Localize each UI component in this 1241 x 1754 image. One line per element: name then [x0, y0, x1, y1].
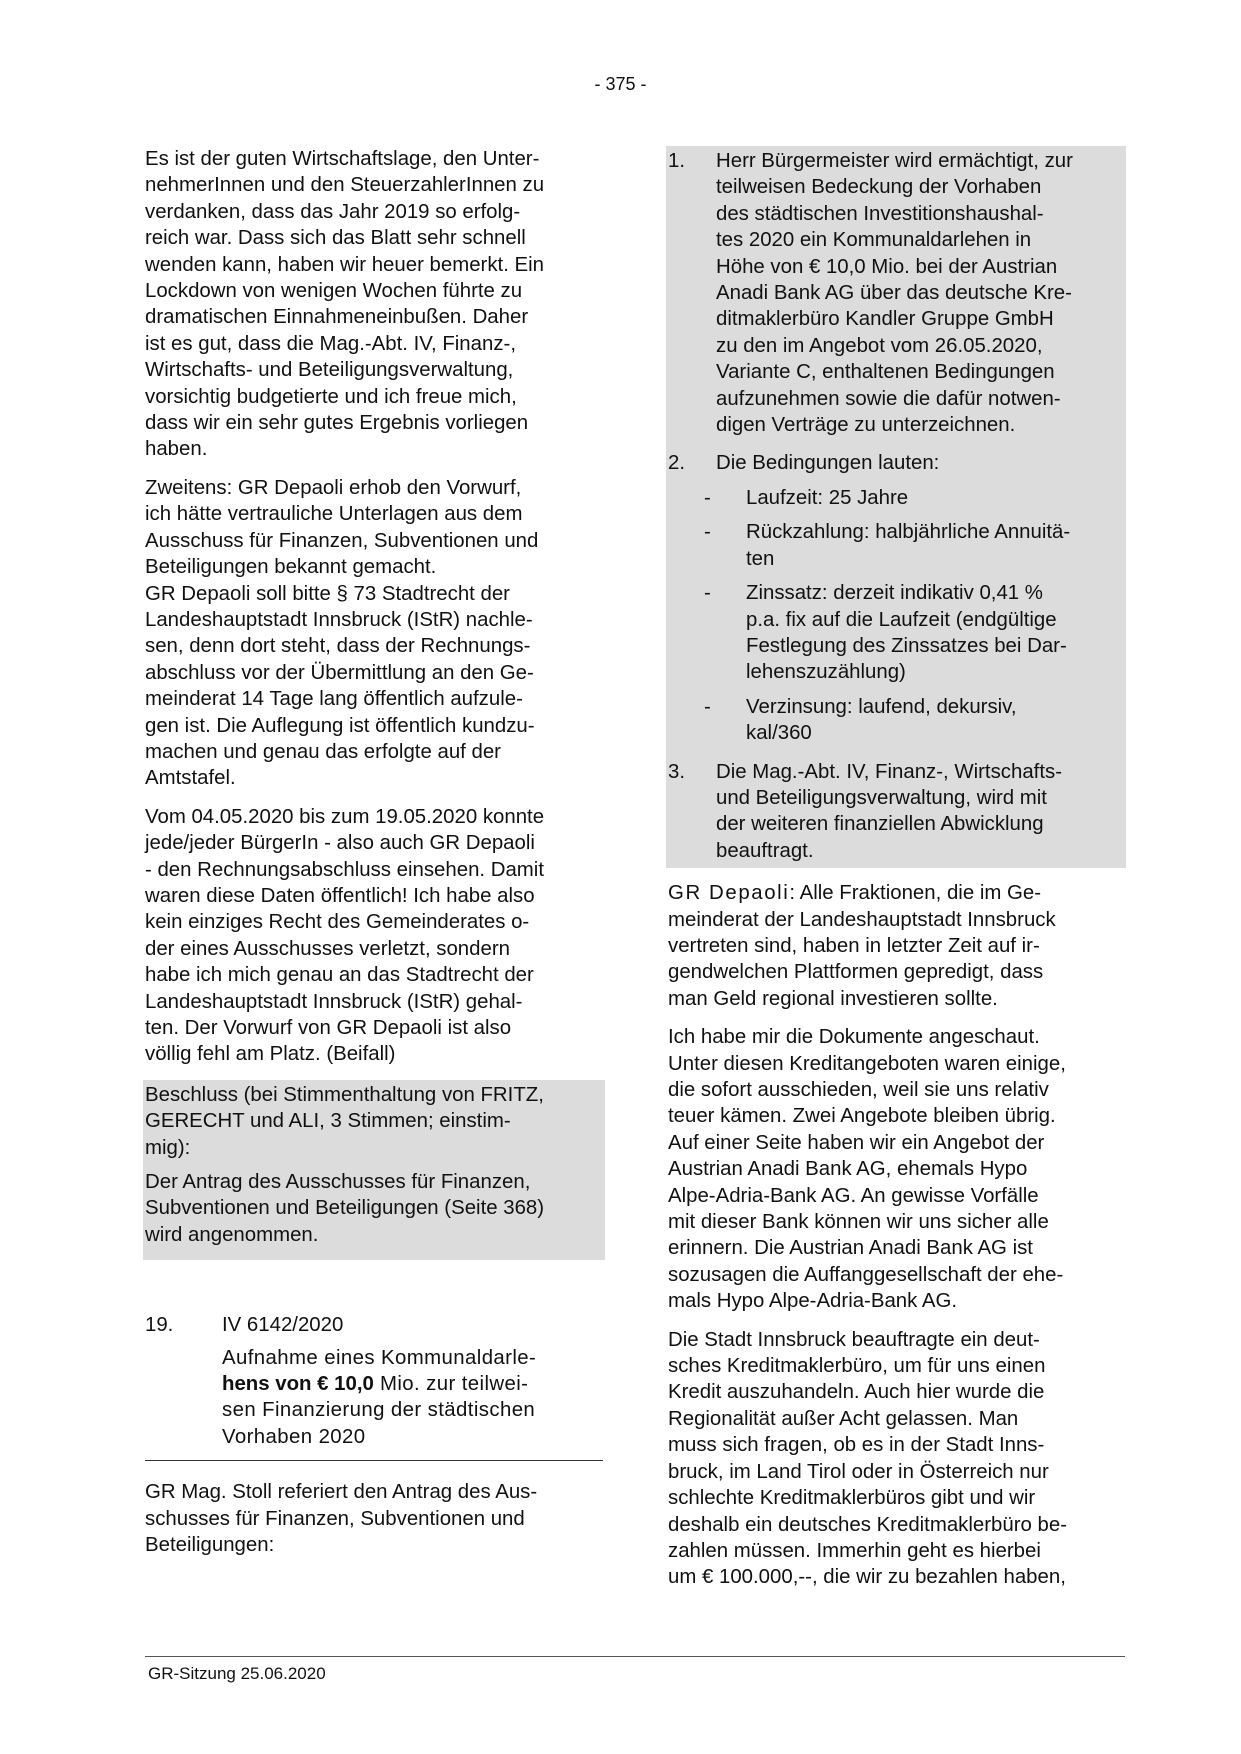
left-paragraph-2 [145, 475, 603, 792]
right-paragraph-1: GR Depaoli: Alle Fraktionen, die im Ge- meinderat der Landeshauptstadt Innsbruck vertreten sind, haben in letzter Zeit auf ir- gendwelchen Plattformen gepredigt, dass man Geld regional investieren sollte. [668, 880, 1128, 1012]
text-line: Beteiligungen: [145, 1534, 275, 1557]
agenda-divider [145, 1460, 603, 1461]
text-line: ten [746, 547, 775, 570]
condition-repayment: - Rückzahlung: halbjährliche Annuitä- ten [704, 519, 1122, 572]
resolution-box [143, 1080, 605, 1260]
text-line: haben. [145, 438, 208, 461]
text-line: wird angenommen. [145, 1223, 319, 1246]
text-line: GERECHT und ALI, 3 Stimmen; einstim- [145, 1110, 511, 1133]
text-line: ten. Der Vorwurf von GR Depaoli ist also [145, 1017, 512, 1039]
motion-box [666, 146, 1126, 868]
footer-text: GR-Sitzung 25.06.2020 [148, 1664, 326, 1683]
text-line: p.a. fix auf die Laufzeit (endgültige [746, 608, 1057, 631]
resolution-text [145, 1169, 601, 1248]
text-line: reich war. Dass sich das Blatt sehr schnell [145, 227, 526, 250]
resolution-header [145, 1082, 601, 1161]
text-line: ist es gut, dass die Mag.-Abt. IV, Finanz-, [145, 332, 516, 355]
text-line: Der Antrag des Ausschusses für Finanzen, [145, 1171, 531, 1194]
text-line: jede/jeder BürgerIn - also auch GR Depaoli [145, 832, 535, 855]
text-line: Festlegung des Zinssatzes bei Dar- [746, 634, 1067, 657]
text-line: mals Hypo Alpe-Adria-Bank AG. [668, 1290, 957, 1313]
text-line: teilweisen Bedeckung der Vorhaben [716, 176, 1042, 199]
agenda-title-amount: hens von € 10,0 [222, 1373, 374, 1396]
text-line: wenden kann, haben wir heuer bemerkt. Ein [145, 253, 544, 276]
text-line: Beteiligungen bekannt gemacht. [145, 556, 437, 579]
text-line: meinderat der Landeshauptstadt Innsbruck [668, 908, 1056, 931]
text-line: dramatischen Einnahmeneinbußen. Daher [145, 306, 529, 329]
text-line: aufzunehmen sowie die dafür notwen- [716, 387, 1061, 410]
text-line: zahlen müssen. Immerhin geht es hierbei [668, 1539, 1041, 1562]
text-line: kein einziges Recht des Gemeinderates o- [145, 911, 530, 934]
text-line: man Geld regional investieren sollte. [668, 987, 998, 1010]
text-line: der weiteren finanziellen Abwicklung [716, 813, 1044, 836]
text-line: Amtstafel. [145, 767, 236, 790]
text-line: teuer kämen. Zwei Angebote bleiben übrig. [668, 1105, 1056, 1128]
text-line: mig): [145, 1136, 191, 1159]
text-line: Zinssatz: derzeit indikativ 0,41 % [746, 582, 1043, 605]
text-line: lehenszuzählung) [746, 661, 906, 684]
text-line: und Beteiligungsverwaltung, wird mit [716, 786, 1047, 809]
text-line: völlig fehl am Platz. (Beifall) [145, 1043, 396, 1066]
text-line: dass wir ein sehr gutes Ergebnis vorliegen [145, 412, 529, 435]
left-paragraph-3 [145, 804, 603, 1068]
text-line: Herr Bürgermeister wird ermächtigt, zur [716, 150, 1073, 172]
text-line: die sofort ausschieden, weil sie uns relativ [668, 1079, 1049, 1101]
page-number: - 375 - [594, 74, 647, 94]
motion-item-2: 2. Die Bedingungen lauten: - Laufzeit: 25 Jahre - Rückzahlung: halbjährliche Annuitä- ten - Zinssatz: derzeit indikativ 0,41 % p.a. fix auf die Laufzeit (endgültige Festlegung des Zinssatzes bei Dar- lehenszuzählung) - Verzinsung: laufend, dekursiv, kal/360 [668, 450, 1122, 746]
text-line: Wirtschafts- und Beteiligungsverwaltung, [145, 359, 514, 382]
text-line: Verzinsung: laufend, dekursiv, [746, 695, 1017, 718]
text-line: gendwelchen Plattformen gepredigt, dass [668, 961, 1044, 984]
text-line: ich hätte vertrauliche Unterlagen aus dem [145, 503, 523, 526]
text-line: Lockdown von wenigen Wochen führte zu [145, 280, 523, 303]
text-line: machen und genau das erfolgte auf der [145, 740, 501, 763]
text-line: bruck, im Land Tirol oder in Österreich nur [668, 1460, 1049, 1483]
text-line: sen, denn dort steht, dass der Rechnungs- [145, 635, 531, 658]
text-line: schlechte Kreditmaklerbüros gibt und wir [668, 1487, 1036, 1510]
agenda-title: Aufnahme eines Kommunaldarle- hens von € 10,0 Mio. zur teilwei- sen Finanzierung der städtischen Vorhaben 2020 [222, 1346, 537, 1448]
text-line: Laufzeit: 25 Jahre [746, 486, 909, 509]
text-line: digen Verträge zu unterzeichnen. [716, 414, 1016, 437]
agenda-reference: IV 6142/2020 [222, 1314, 344, 1337]
text-line: kal/360 [746, 722, 812, 745]
text-line: der eines Ausschusses verletzt, sondern [145, 937, 510, 960]
text-line: ditmaklerbüro Kandler Gruppe GmbH [716, 308, 1054, 331]
text-line: deshalb ein deutsches Kreditmaklerbüro be- [668, 1513, 1067, 1536]
condition-term: - Laufzeit: 25 Jahre [704, 485, 1122, 511]
text-line: Höhe von € 10,0 Mio. bei der Austrian [716, 255, 1058, 278]
condition-interest-calc: - Verzinsung: laufend, dekursiv, kal/360 [704, 694, 1122, 747]
text-line: Ausschuss für Finanzen, Subventionen und [145, 529, 539, 552]
footer-divider [145, 1656, 1125, 1657]
text-line: meinderat 14 Tage lang öffentlich aufzule- [145, 688, 523, 711]
right-paragraph-2 [668, 1024, 1128, 1314]
agenda-item [145, 1312, 603, 1461]
text-line: waren diese Daten öffentlich! Ich habe also [145, 884, 535, 907]
text-line: nehmerInnen und den SteuerzahlerInnen zu [145, 174, 545, 197]
text-line: Beschluss (bei Stimmenthaltung von FRITZ, [145, 1083, 544, 1106]
left-paragraph-4 [145, 1479, 603, 1558]
text-line: Alpe-Adria-Bank AG. An gewisse Vorfälle [668, 1184, 1039, 1207]
text-line: vertreten sind, haben in letzter Zeit auf ir- [668, 934, 1040, 957]
text-line: Die Stadt Innsbruck beauftragte ein deut- [668, 1328, 1040, 1351]
text-line: Subventionen und Beteiligungen (Seite 368) [145, 1197, 545, 1220]
text-line: des städtischen Investitionshaushal- [716, 202, 1044, 225]
text-line: Kredit auszuhandeln. Auch hier wurde die [668, 1381, 1045, 1404]
text-line: sozusagen die Auffanggesellschaft der ehe- [668, 1263, 1064, 1286]
text-line: erinnern. Die Austrian Anadi Bank AG ist [668, 1237, 1033, 1260]
text-line: Die Mag.-Abt. IV, Finanz-, Wirtschafts- [716, 760, 1062, 783]
text-line: Zweitens: GR Depaoli erhob den Vorwurf, [145, 476, 522, 499]
text-line: Auf einer Seite haben wir ein Angebot der [668, 1131, 1045, 1154]
agenda-number: 19. [145, 1314, 174, 1337]
text-line: Rückzahlung: halbjährliche Annuitä- [746, 521, 1071, 544]
text-line: GR Depaoli soll bitte § 73 Stadtrecht der [145, 582, 510, 605]
text-line: beauftragt. [716, 839, 814, 862]
text-line: verdanken, dass das Jahr 2019 so erfolg- [145, 200, 521, 223]
right-paragraph-3 [668, 1327, 1128, 1591]
text-line: Es ist der guten Wirtschaftslage, den Unter- [145, 148, 540, 170]
text-line: Vom 04.05.2020 bis zum 19.05.2020 konnte [145, 805, 545, 828]
right-column [668, 146, 1128, 1603]
text-line: vorsichtig budgetierte und ich freue mich, [145, 385, 517, 408]
condition-interest-rate: - Zinssatz: derzeit indikativ 0,41 % p.a. fix auf die Laufzeit (endgültige Festlegung des Zinssatzes bei Dar- lehenszuzählung) [704, 580, 1122, 686]
text-line: Anadi Bank AG über das deutsche Kre- [716, 282, 1072, 305]
text-line: um € 100.000,--, die wir zu bezahlen haben, [668, 1566, 1066, 1589]
text-line: mit dieser Bank können wir uns sicher alle [668, 1211, 1049, 1234]
text-line: GR Mag. Stoll referiert den Antrag des Aus- [145, 1481, 538, 1504]
text-line: muss sich fragen, ob es in der Stadt Inns- [668, 1434, 1045, 1457]
text-line: Variante C, enthaltenen Bedingungen [716, 361, 1055, 384]
text-line: habe ich mich genau an das Stadtrecht der [145, 964, 534, 987]
text-line: Regionalität außer Acht gelassen. Man [668, 1407, 1019, 1430]
text-line: sches Kreditmaklerbüro, um für uns einen [668, 1355, 1046, 1378]
speaker-name: GR Depaoli [668, 882, 790, 905]
text-line: tes 2020 ein Kommunaldarlehen in [716, 229, 1032, 252]
text-line: Austrian Anadi Bank AG, ehemals Hypo [668, 1158, 1028, 1181]
motion-item-1: 1. Herr Bürgermeister wird ermächtigt, zur teilweisen Bedeckung der Vorhaben des städtischen Investitionshaushal- tes 2020 ein Kommunaldarlehen in Höhe von € 10,0 Mio. bei der Austrian Anadi Bank AG über das deutsche Kre- ditmaklerbüro Kandler Gruppe GmbH zu den im Angebot vom 26.05.2020, Variante C, enthaltenen Bedingungen aufzunehmen sowie die dafür notwen- digen Verträge zu unterzeichnen. [668, 148, 1122, 438]
text-line: zu den im Angebot vom 26.05.2020, [716, 334, 1043, 357]
motion-item-3: 3. Die Mag.-Abt. IV, Finanz-, Wirtschafts- und Beteiligungsverwaltung, wird mit der weiteren finanziellen Abwicklung beauftragt. [668, 759, 1122, 865]
text-line: Ich habe mir die Dokumente angeschaut. [668, 1026, 1040, 1049]
text-line: - den Rechnungsabschluss einsehen. Damit [145, 858, 544, 881]
text-line: schusses für Finanzen, Subventionen und [145, 1507, 525, 1530]
left-column [145, 146, 603, 1571]
left-paragraph-1 [145, 146, 603, 463]
text-line: abschluss vor der Übermittlung an den Ge- [145, 661, 534, 684]
text-line: Landeshauptstadt Innsbruck (IStR) nachle- [145, 608, 533, 631]
text-line: gen ist. Die Auflegung ist öffentlich kundzu- [145, 714, 535, 737]
text-line: Landeshauptstadt Innsbruck (IStR) gehal- [145, 990, 523, 1013]
text-line: Unter diesen Kreditangeboten waren einige, [668, 1052, 1066, 1075]
